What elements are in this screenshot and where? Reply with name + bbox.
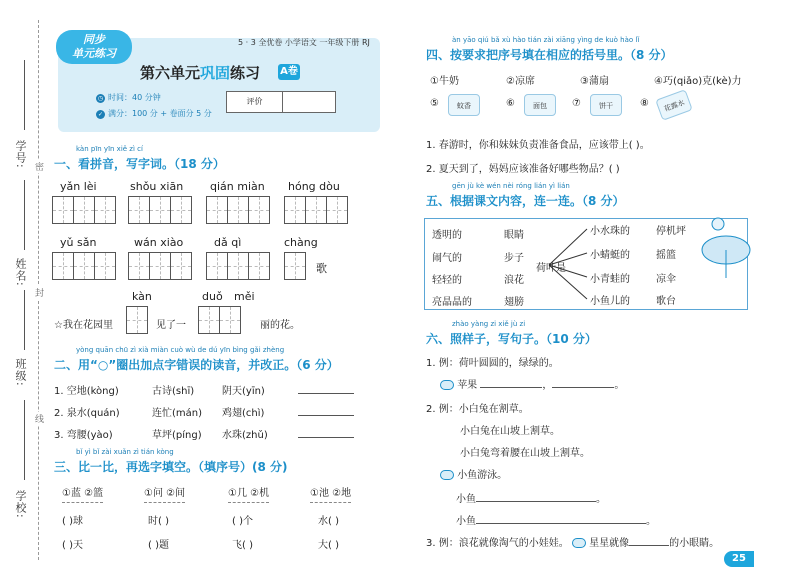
name-line [24, 180, 25, 250]
s6-q2-ex2: 小白兔弯着腰在山坡上割草。 [460, 448, 590, 459]
s1-sentence-b: 见了一 [156, 320, 186, 331]
s3-r1-1[interactable]: ( )球 [62, 516, 83, 527]
s2-r1-answer[interactable] [298, 393, 354, 394]
s1-ge: 歌 [316, 262, 327, 275]
class-label: 班级: [14, 358, 27, 387]
book-info: 5 · 3 全优卷 小学语文 一年级下册 RJ [238, 38, 370, 47]
s5-c2-3[interactable]: 浪花 [504, 275, 524, 286]
s5-c1-4[interactable]: 亮晶晶的 [432, 297, 472, 308]
class-line [24, 290, 25, 350]
s5-c2-1[interactable]: 眼睛 [504, 230, 524, 241]
s5-c3-3[interactable]: 小青蛙的 [590, 274, 630, 285]
s4-img-num-8: ⑧ [640, 98, 649, 109]
cut-word-feng: 封 [35, 286, 44, 299]
unit-badge: 同步 单元练习 [56, 30, 132, 64]
s5-c2-4[interactable]: 翅膀 [504, 297, 524, 308]
s1-pinyin: kàn pīn yīn xiě zì cí [76, 145, 143, 153]
s5-pinyin: gēn jù kè wén nèi róng lián yì lián [452, 182, 570, 190]
s3-r1-2[interactable]: 时( ) [148, 516, 169, 527]
s5-c3-1[interactable]: 小水珠的 [590, 226, 630, 237]
s5-title: 五、根据课文内容，连一连。（8 分） [426, 194, 625, 208]
s1-py-2: shǒu xiān [130, 180, 184, 193]
s5-c2-2[interactable]: 步子 [504, 253, 524, 264]
s6-q1-answer: 苹果 ， 。 [440, 376, 624, 391]
s3-opt-2: ①问 ②间 [144, 484, 185, 503]
evaluation-field[interactable] [283, 92, 335, 112]
s3-opt-1: ①蓝 ②篮 [62, 484, 103, 503]
s1-py-3: qián miàn [210, 180, 265, 193]
s3-opt-3: ①几 ②机 [228, 484, 269, 503]
s2-r3-b: 草坪(píng) [152, 430, 202, 441]
binding-strip [0, 0, 46, 574]
name-label: 姓名: [14, 258, 27, 287]
s1-grid-8[interactable] [284, 252, 305, 280]
s4-img-num-5: ⑤ [430, 98, 439, 109]
s3-title: 三、比一比，再选字填空。（填序号）(8 分) [54, 460, 288, 474]
lotus-leaf-icon [696, 210, 756, 280]
evaluation-box [226, 91, 336, 113]
s1-py-5: yǔ sǎn [60, 236, 97, 249]
s5-c1-1[interactable]: 透明的 [432, 230, 462, 241]
s3-r2-1[interactable]: ( )天 [62, 540, 83, 551]
s6-q2-blank-2[interactable] [476, 523, 646, 524]
s1-grid-9[interactable] [126, 306, 147, 334]
s1-py-7: dǎ qì [214, 236, 242, 249]
frog-icon [440, 380, 454, 390]
s5-c4-1[interactable]: 停机坪 [656, 226, 686, 237]
s2-title: 二、用“○”圈出加点字错误的读音，并改正。（6 分） [54, 358, 339, 372]
page-number: 25 [724, 551, 754, 567]
cut-word-xian: 线 [35, 412, 44, 425]
s2-r2-b: 连忙(mán) [152, 408, 203, 419]
s5-c1-3[interactable]: 轻轻的 [432, 275, 462, 286]
s4-pinyin: àn yāo qiú bǎ xù hào tián zài xiāng yìng de kuò hào lǐ [452, 36, 640, 44]
s5-c1-2[interactable]: 闹气的 [432, 253, 462, 264]
spray-bottle-icon: 花露水 [655, 89, 693, 121]
s6-q2-prompt: 小鱼游泳。 [440, 466, 507, 481]
s1-py-9: kàn [132, 290, 152, 303]
s1-py-8: chàng [284, 236, 318, 249]
s1-grid-6[interactable] [128, 252, 191, 280]
cut-word-mi: 密 [35, 160, 44, 173]
bread-icon: 面包 [524, 94, 556, 116]
s3-r2-2[interactable]: ( )题 [148, 540, 169, 551]
s4-img-num-6: ⑥ [506, 98, 515, 109]
s1-grid-5[interactable] [52, 252, 115, 280]
s1-sentence-c: 丽的花。 [260, 320, 300, 331]
s6-q2: 2. 例：小白兔在割草。 [426, 404, 529, 415]
s3-r2-3[interactable]: 飞( ) [232, 540, 253, 551]
s1-py-11: měi [234, 290, 255, 303]
s4-opt-1: ①牛奶 [430, 76, 459, 87]
s1-py-10: duǒ [202, 290, 223, 303]
s6-q1: 1. 例：荷叶圆圆的，绿绿的。 [426, 358, 559, 369]
s6-q2-blank-1[interactable] [476, 501, 596, 502]
s2-r3-a: 3. 弯腰(yào) [54, 430, 113, 441]
s5-c4-4[interactable]: 歌台 [656, 296, 676, 307]
mosquito-coil-icon: 蚊香 [448, 94, 480, 116]
s1-grid-2[interactable] [128, 196, 191, 224]
s4-title: 四、按要求把序号填在相应的括号里。（8 分） [426, 48, 673, 62]
s5-c3-2[interactable]: 小蜻蜓的 [590, 250, 630, 261]
frog-icon [440, 470, 454, 480]
s2-r2-c: 鸡翅(chì) [222, 408, 265, 419]
s2-r3-c: 水珠(zhǔ) [222, 430, 268, 441]
s3-r1-4[interactable]: 水( ) [318, 516, 339, 527]
s2-pinyin: yòng quān chū zì xià miàn cuò wù de dú yīn bìng gǎi zhèng [76, 346, 285, 354]
s1-sentence-a: ☆我在花园里 [54, 320, 113, 331]
student-number-label: 学号: [14, 140, 27, 169]
s2-r1-b: 古诗(shī) [152, 386, 195, 397]
s4-opt-2: ②凉席 [506, 76, 535, 87]
biscuit-icon: 饼干 [590, 94, 622, 116]
s4-q1[interactable]: 1. 春游时，你和妹妹负责准备食品，应该带上( )。 [426, 140, 650, 151]
s4-opt-4: ④巧(qiǎo)克(kè)力 [654, 76, 742, 87]
evaluation-label: 评价 [227, 92, 283, 112]
s2-r1-a: 1. 空地(kòng) [54, 386, 119, 397]
s4-q2[interactable]: 2. 夏天到了，妈妈应该准备好哪些物品？( ) [426, 164, 620, 175]
school-label: 学校: [14, 490, 27, 519]
s1-py-4: hóng dòu [288, 180, 340, 193]
s2-r2-answer[interactable] [298, 415, 354, 416]
s3-opt-4: ①池 ②地 [310, 484, 351, 503]
s6-pinyin: zhào yàng zi xiě jù zi [452, 320, 526, 328]
s1-py-6: wán xiào [134, 236, 184, 249]
s6-q2-line2: 小鱼 。 [456, 516, 656, 527]
score-info: ✓ 满分：100 分 + 卷面分 5 分 [97, 109, 212, 118]
s1-grid-4[interactable] [284, 196, 347, 224]
s5-c4-3[interactable]: 凉伞 [656, 274, 676, 285]
s1-grid-1[interactable] [52, 196, 115, 224]
s6-q1-blank-1[interactable] [480, 387, 542, 388]
s1-grid-7[interactable] [206, 252, 269, 280]
time-info: ◷ 时间：40 分钟 [97, 93, 161, 102]
s1-grid-3[interactable] [206, 196, 269, 224]
s1-grid-10[interactable] [198, 306, 240, 334]
s1-title: 一、看拼音，写字词。（18 分） [54, 157, 225, 171]
version-badge: A卷 [278, 64, 300, 80]
student-number-line [24, 60, 25, 130]
s5-center: 荷叶是 [536, 263, 566, 274]
page-title: 第六单元巩固练习 [140, 64, 261, 82]
s3-r2-4[interactable]: 大( ) [318, 540, 339, 551]
s1-py-1: yǎn lèi [60, 180, 97, 193]
s6-title: 六、照样子，写句子。（10 分） [426, 332, 597, 346]
s2-r3-answer[interactable] [298, 437, 354, 438]
frog-icon [572, 538, 586, 548]
s4-img-num-7: ⑦ [572, 98, 581, 109]
s6-q3: 3. 例：浪花就像淘气的小娃娃。 星星就像 的小眼睛。 [426, 538, 720, 549]
s4-opt-3: ③蒲扇 [580, 76, 609, 87]
s3-pinyin: bǐ yì bǐ zài xuǎn zì tián kòng [76, 448, 174, 456]
check-icon: ✓ [97, 111, 104, 118]
s5-c4-2[interactable]: 摇篮 [656, 250, 676, 261]
school-line [24, 400, 25, 480]
s6-q2-ex1: 小白兔在山坡上割草。 [460, 426, 560, 437]
clock-icon: ◷ [97, 95, 104, 102]
s2-r1-c: 阴天(yīn) [222, 386, 265, 397]
s6-q3-blank[interactable] [629, 545, 669, 546]
s6-q1-blank-2[interactable] [552, 387, 614, 388]
s3-r1-3[interactable]: ( )个 [232, 516, 253, 527]
s5-c3-4[interactable]: 小鱼儿的 [590, 296, 630, 307]
s2-r2-a: 2. 泉水(quán) [54, 408, 120, 419]
s6-q2-line1: 小鱼 。 [456, 494, 606, 505]
